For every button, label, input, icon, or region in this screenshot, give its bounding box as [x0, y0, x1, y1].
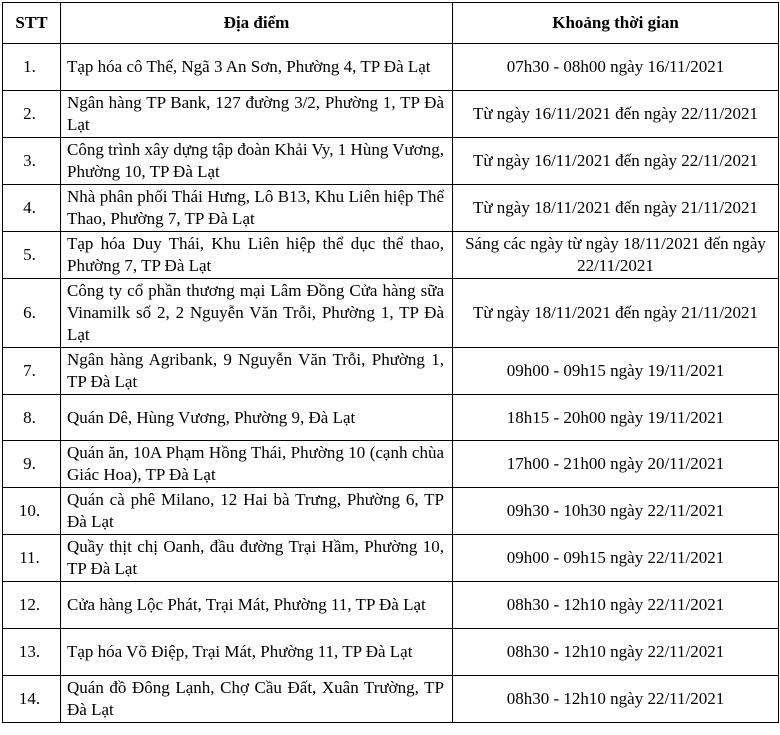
- row-location: Công ty cổ phần thương mại Lâm Đồng Cửa hàng sữa Vinamilk số 2, 2 Nguyễn Văn Trỗi, Phường 1, TP Đà Lạt: [61, 279, 453, 348]
- row-time: 08h30 - 12h10 ngày 22/11/2021: [453, 676, 779, 723]
- row-stt: 5.: [3, 232, 61, 279]
- row-location: Ngân hàng TP Bank, 127 đường 3/2, Phường 1, TP Đà Lạt: [61, 91, 453, 138]
- row-time: Từ ngày 18/11/2021 đến ngày 21/11/2021: [453, 185, 779, 232]
- table-row: [3, 629, 779, 676]
- table-row: [3, 488, 779, 535]
- table-row: [3, 348, 779, 395]
- row-stt: 2.: [3, 91, 61, 138]
- row-location: Quán cà phê Milano, 12 Hai bà Trưng, Phường 6, TP Đà Lạt: [61, 488, 453, 535]
- row-time: 17h00 - 21h00 ngày 20/11/2021: [453, 441, 779, 488]
- row-stt: 13.: [3, 629, 61, 676]
- row-time: 09h00 - 09h15 ngày 19/11/2021: [453, 348, 779, 395]
- table-row: [3, 44, 779, 91]
- table-row: [3, 395, 779, 441]
- row-stt: 7.: [3, 348, 61, 395]
- row-time: 08h30 - 12h10 ngày 22/11/2021: [453, 582, 779, 629]
- table-row: [3, 232, 779, 279]
- table-row: [3, 441, 779, 488]
- table-row: [3, 535, 779, 582]
- row-location: Quán đồ Đông Lạnh, Chợ Cầu Đất, Xuân Trường, TP Đà Lạt: [61, 676, 453, 723]
- header-row: [3, 3, 779, 44]
- table-row: [3, 138, 779, 185]
- row-stt: 3.: [3, 138, 61, 185]
- header-location: Địa điểm: [61, 3, 453, 44]
- row-stt: 1.: [3, 44, 61, 91]
- row-stt: 8.: [3, 395, 61, 441]
- row-location: Tạp hóa Võ Điệp, Trại Mát, Phường 11, TP Đà Lạt: [61, 629, 453, 676]
- table-row: [3, 279, 779, 348]
- header-time: Khoảng thời gian: [453, 3, 779, 44]
- row-location: Tạp hóa cô Thế, Ngã 3 An Sơn, Phường 4, TP Đà Lạt: [61, 44, 453, 91]
- row-location: Quán ăn, 10A Phạm Hồng Thái, Phường 10 (cạnh chùa Giác Hoa), TP Đà Lạt: [61, 441, 453, 488]
- table-row: [3, 185, 779, 232]
- row-time: Từ ngày 16/11/2021 đến ngày 22/11/2021: [453, 138, 779, 185]
- row-stt: 11.: [3, 535, 61, 582]
- row-location: Ngân hàng Agribank, 9 Nguyễn Văn Trỗi, Phường 1, TP Đà Lạt: [61, 348, 453, 395]
- row-stt: 6.: [3, 279, 61, 348]
- row-time: 07h30 - 08h00 ngày 16/11/2021: [453, 44, 779, 91]
- row-time: 18h15 - 20h00 ngày 19/11/2021: [453, 395, 779, 441]
- row-stt: 10.: [3, 488, 61, 535]
- row-location: Tạp hóa Duy Thái, Khu Liên hiệp thể dục thể thao, Phường 7, TP Đà Lạt: [61, 232, 453, 279]
- row-time: 08h30 - 12h10 ngày 22/11/2021: [453, 629, 779, 676]
- row-time: Từ ngày 16/11/2021 đến ngày 22/11/2021: [453, 91, 779, 138]
- row-location: Quán Dê, Hùng Vương, Phường 9, Đà Lạt: [61, 395, 453, 441]
- row-location: Nhà phân phối Thái Hưng, Lô B13, Khu Liên hiệp Thể Thao, Phường 7, TP Đà Lạt: [61, 185, 453, 232]
- row-stt: 9.: [3, 441, 61, 488]
- table-row: [3, 91, 779, 138]
- locations-table: [2, 2, 779, 723]
- row-stt: 14.: [3, 676, 61, 723]
- row-location: Quầy thịt chị Oanh, đầu đường Trại Hầm, Phường 10, TP Đà Lạt: [61, 535, 453, 582]
- row-time: Từ ngày 18/11/2021 đến ngày 21/11/2021: [453, 279, 779, 348]
- row-location: Công trình xây dựng tập đoàn Khải Vy, 1 Hùng Vương, Phường 10, TP Đà Lạt: [61, 138, 453, 185]
- row-stt: 4.: [3, 185, 61, 232]
- row-time: 09h30 - 10h30 ngày 22/11/2021: [453, 488, 779, 535]
- table-row: [3, 582, 779, 629]
- row-time: Sáng các ngày từ ngày 18/11/2021 đến ngày 22/11/2021: [453, 232, 779, 279]
- row-location: Cửa hàng Lộc Phát, Trại Mát, Phường 11, TP Đà Lạt: [61, 582, 453, 629]
- table-row: [3, 676, 779, 723]
- row-time: 09h00 - 09h15 ngày 22/11/2021: [453, 535, 779, 582]
- row-stt: 12.: [3, 582, 61, 629]
- header-stt: STT: [3, 3, 61, 44]
